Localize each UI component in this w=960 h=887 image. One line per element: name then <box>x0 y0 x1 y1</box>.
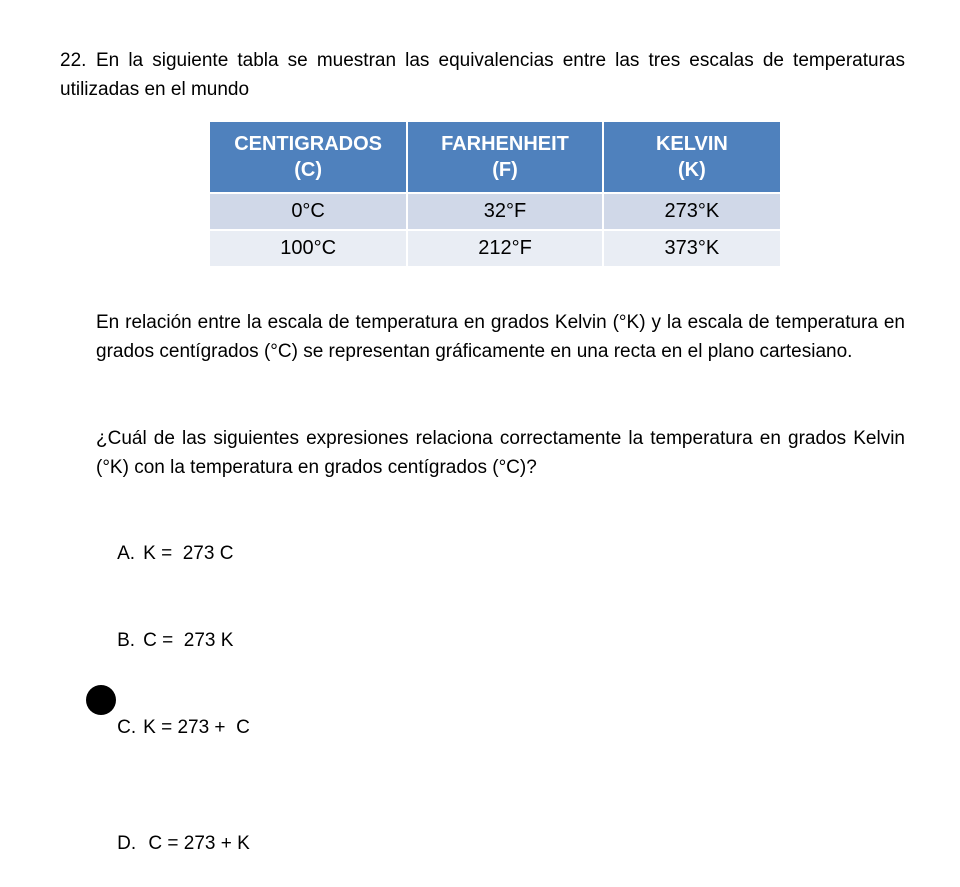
header-unit: (F) <box>492 159 518 181</box>
header-label: FARHENHEIT <box>441 133 569 155</box>
temperature-equivalence-table <box>208 120 782 268</box>
table-row <box>209 230 781 267</box>
option-text: C = 273 K <box>143 630 234 651</box>
header-unit: (C) <box>294 159 322 181</box>
answer-options <box>96 510 250 887</box>
table-cell: 273°K <box>603 193 781 230</box>
option-letter: B. <box>117 630 136 651</box>
option-c[interactable] <box>96 684 250 800</box>
relation-paragraph: En relación entre la escala de temperatura en grados Kelvin (°K) y la escala de temperatura en grados centígrados (°C) se representan gráficamente en una recta en el plano cartesiano. <box>96 312 905 362</box>
option-d[interactable] <box>96 800 250 887</box>
question-intro: En la siguiente tabla se muestran las equivalencias entre las tres escalas de temperaturas utilizadas en el mundo <box>60 50 905 100</box>
header-farhenheit <box>407 121 603 193</box>
option-letter: C. <box>117 717 137 738</box>
question-number: 22. <box>60 50 87 71</box>
table-header-row <box>209 121 781 193</box>
option-text: C = 273 + K <box>143 833 250 854</box>
selected-answer-marker-icon <box>86 685 116 715</box>
option-text: K = 273 + C <box>143 717 250 738</box>
table-cell: 100°C <box>209 230 407 267</box>
table-cell: 212°F <box>407 230 603 267</box>
header-kelvin <box>603 121 781 193</box>
option-b[interactable] <box>96 597 250 684</box>
question-prompt: ¿Cuál de las siguientes expresiones relaciona correctamente la temperatura en grados Kelvin (°K) con la temperatura en grados centígrados (°C)? <box>96 428 905 478</box>
question-statement <box>60 46 905 104</box>
header-centigrados <box>209 121 407 193</box>
table-cell: 373°K <box>603 230 781 267</box>
option-a[interactable] <box>96 510 250 597</box>
option-text: K = 273 C <box>143 543 234 564</box>
header-label: KELVIN <box>655 133 728 155</box>
option-letter: A. <box>117 543 136 564</box>
table-row <box>209 193 781 230</box>
option-letter: D. <box>117 833 137 854</box>
table-cell: 0°C <box>209 193 407 230</box>
header-unit: (K) <box>678 159 706 181</box>
header-label: CENTIGRADOS <box>234 133 382 155</box>
table-cell: 32°F <box>407 193 603 230</box>
